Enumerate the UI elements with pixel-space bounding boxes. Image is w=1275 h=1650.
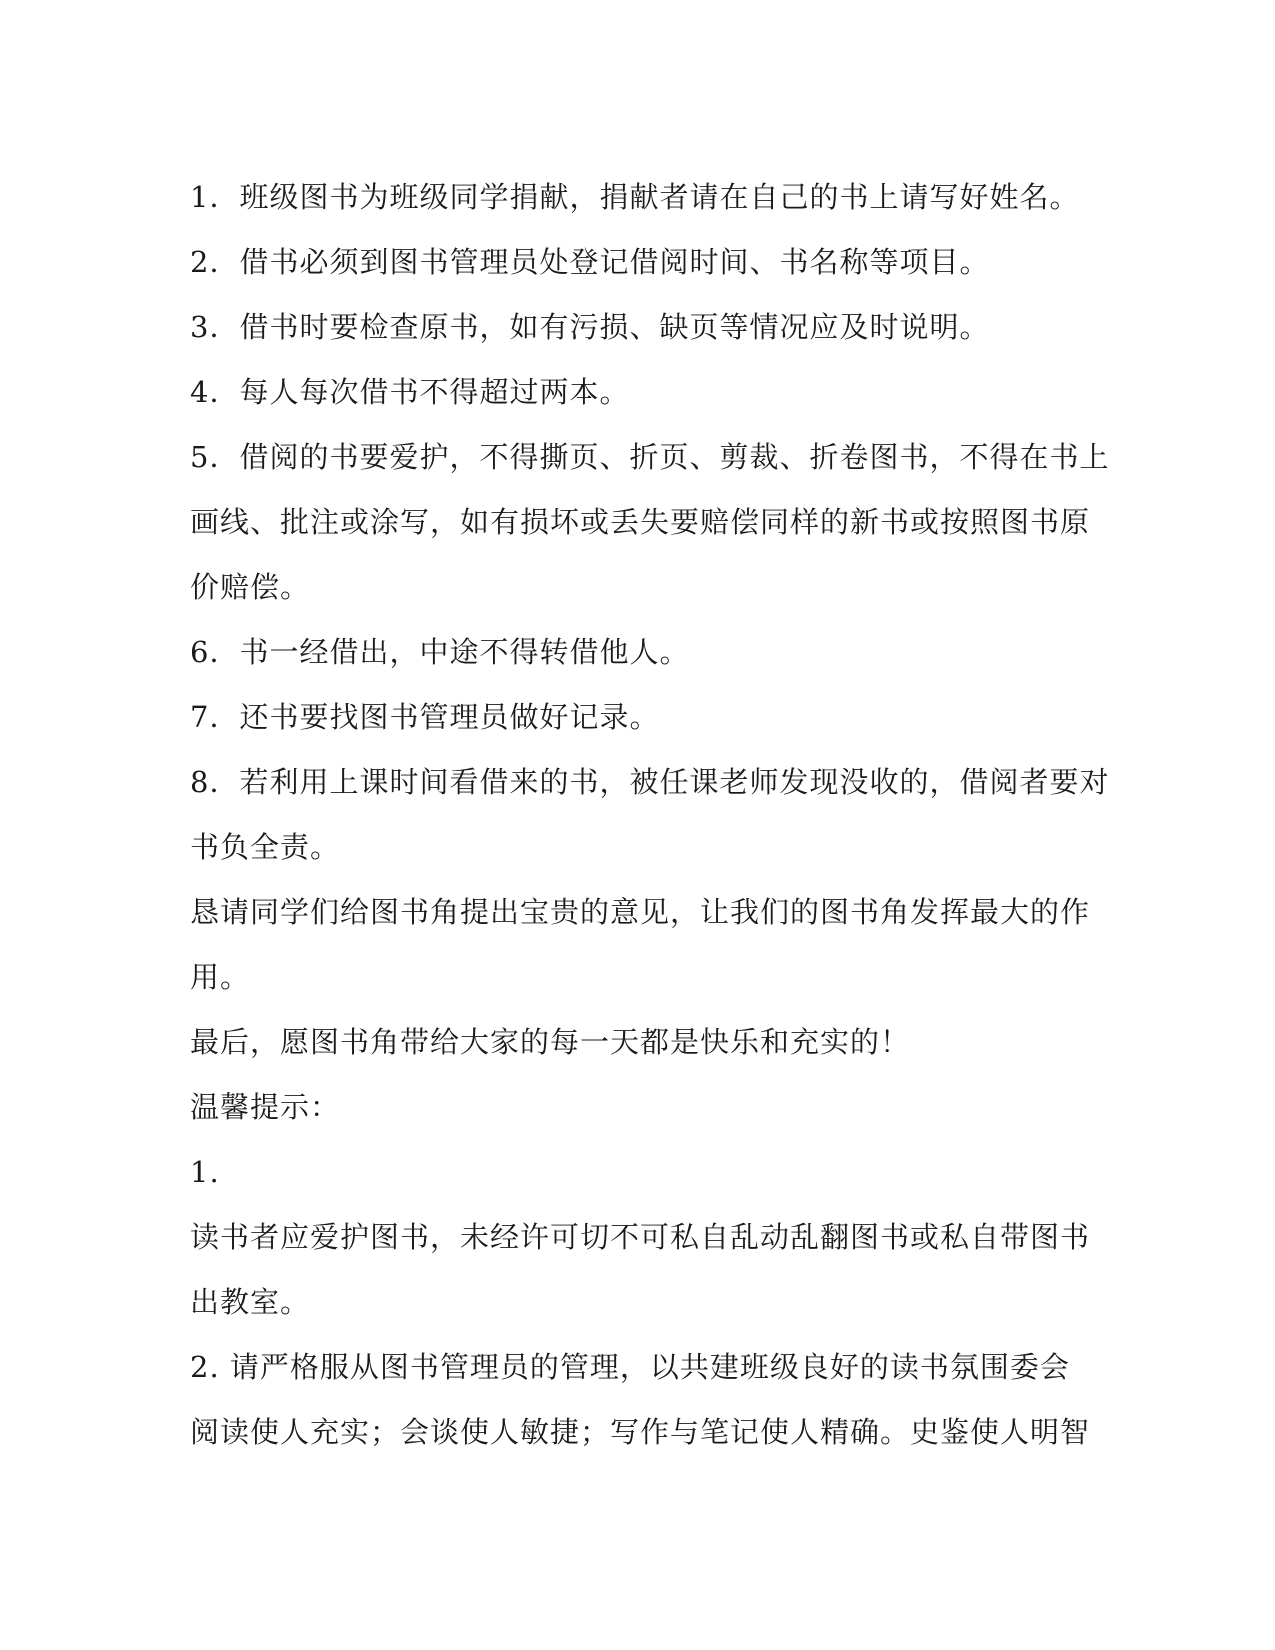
text-line: 1. <box>190 1155 220 1189</box>
text-line: 恳请同学们给图书角提出宝贵的意见，让我们的图书角发挥最大的作 <box>190 895 1091 929</box>
text-line: 用。 <box>190 960 251 994</box>
text-line: 温馨提示： <box>190 1090 341 1124</box>
text-line: 出教室。 <box>190 1285 311 1319</box>
text-line: 8．若利用上课时间看借来的书，被任课老师发现没收的，借阅者要对 <box>190 765 1110 799</box>
text-line: 2．借书必须到图书管理员处登记借阅时间、书名称等项目。 <box>190 245 990 279</box>
text-line: 3．借书时要检查原书，如有污损、缺页等情况应及时说明。 <box>190 310 990 344</box>
text-line: 书负全责。 <box>190 830 341 864</box>
text-line: 价赔偿。 <box>190 570 311 604</box>
text-line: 画线、批注或涂写，如有损坏或丢失要赔偿同样的新书或按照图书原 <box>190 505 1091 539</box>
text-line: 2. 请严格服从图书管理员的管理，以共建班级良好的读书氛围委会 <box>190 1350 1070 1384</box>
text-line: 最后，愿图书角带给大家的每一天都是快乐和充实的！ <box>190 1025 911 1059</box>
text-line: 6．书一经借出，中途不得转借他人。 <box>190 635 690 669</box>
text-line: 读书者应爱护图书，未经许可切不可私自乱动乱翻图书或私自带图书 <box>190 1220 1091 1254</box>
text-line: 5．借阅的书要爱护，不得撕页、折页、剪裁、折卷图书，不得在书上 <box>190 440 1110 474</box>
text-line: 阅读使人充实；会谈使人敏捷；写作与笔记使人精确。史鉴使人明智 <box>190 1415 1091 1449</box>
text-line: 1．班级图书为班级同学捐献，捐献者请在自己的书上请写好姓名。 <box>190 180 1080 214</box>
text-line: 7．还书要找图书管理员做好记录。 <box>190 700 660 734</box>
text-line: 4．每人每次借书不得超过两本。 <box>190 375 630 409</box>
document-body <box>190 165 1110 1465</box>
